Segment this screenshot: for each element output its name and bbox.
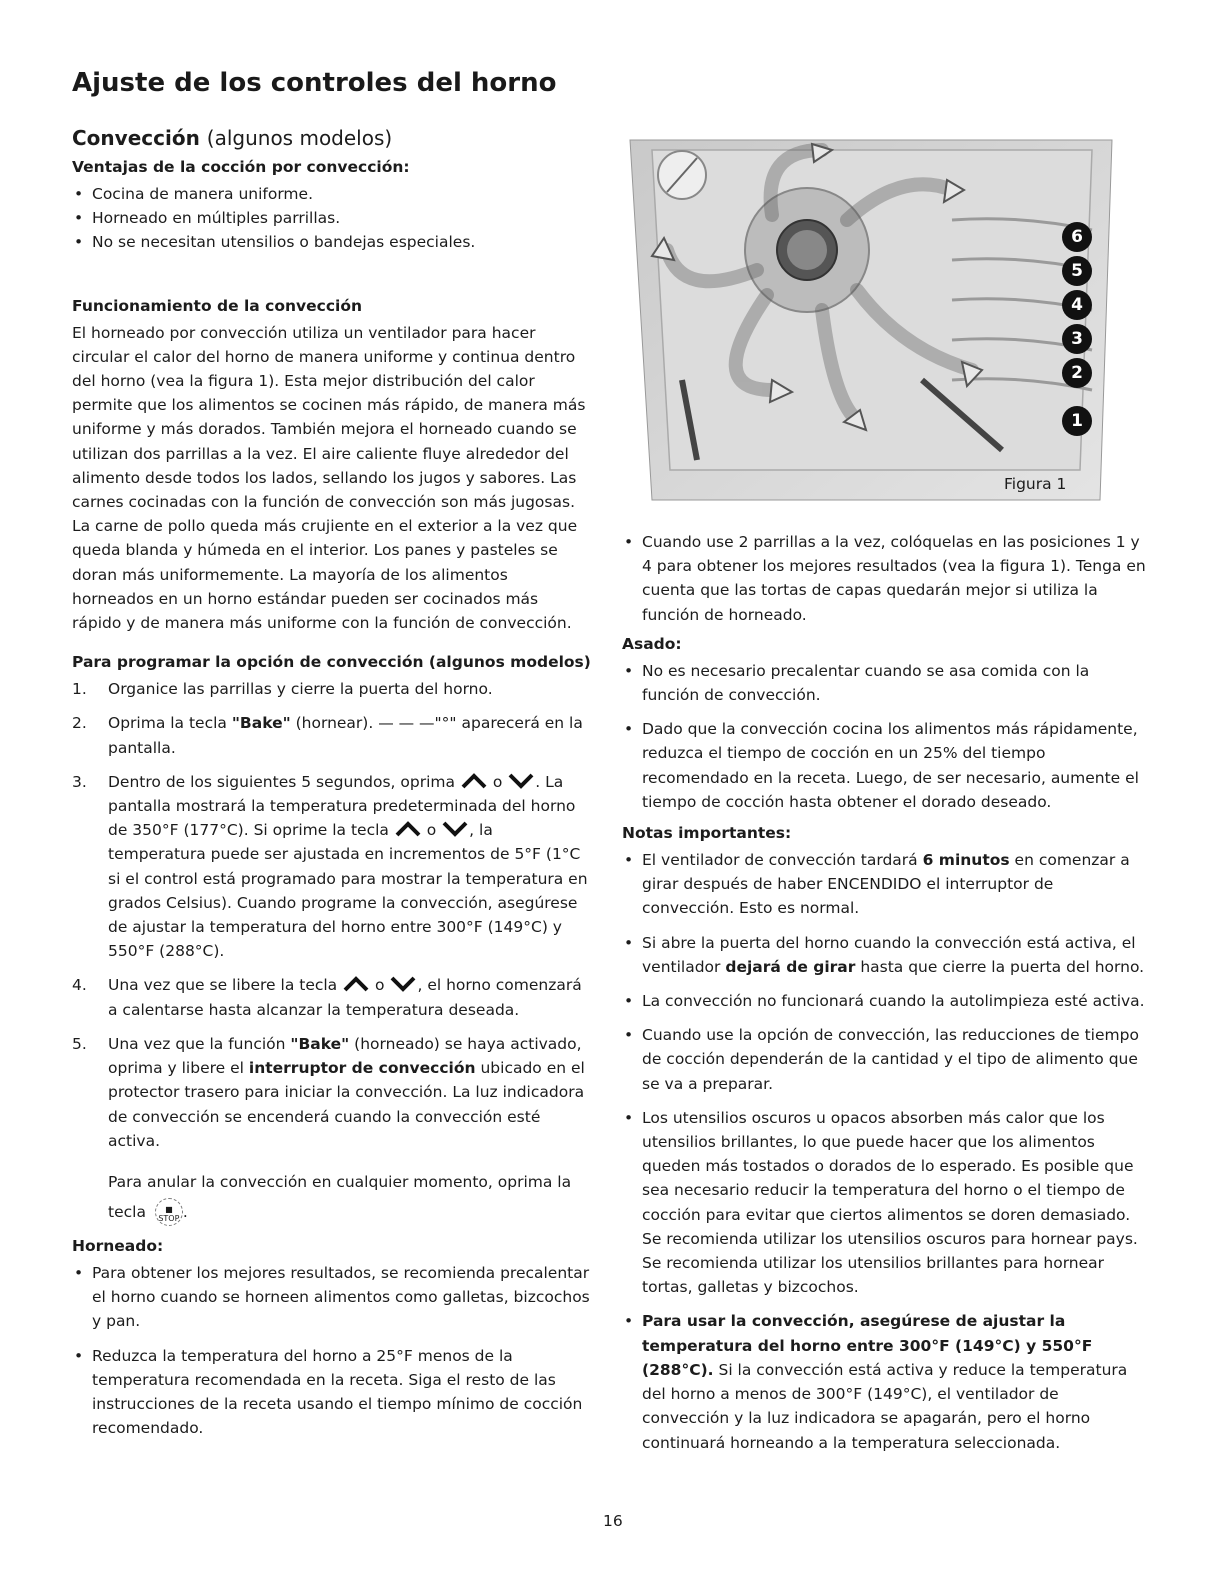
note-emphasis: dejará de girar	[725, 957, 856, 976]
page-title: Ajuste de los controles del horno	[72, 68, 557, 98]
cancel-text: Para anular la convección en cualquier momento, oprima la tecla	[108, 1172, 572, 1221]
step-number: 2.	[72, 714, 87, 733]
rack-position-1-badge: 1	[1062, 406, 1092, 436]
list-item: • No se necesitan utensilios o bandejas especiales.	[72, 230, 592, 254]
step-text: (hornear). — — —"°" aparecerá en la pantalla.	[108, 714, 583, 757]
step-text: Una vez que la función	[108, 1034, 291, 1053]
step-text: o	[370, 976, 390, 995]
step-number: 4.	[72, 976, 87, 995]
list-item: • Cocina de manera uniforme.	[72, 182, 592, 206]
bake-key-label: "Bake"	[290, 1034, 350, 1053]
oven-convection-illustration	[622, 130, 1134, 520]
list-item: • La convección no funcionará cuando la autolimpieza esté activa.	[622, 989, 1150, 1013]
step-number: 3.	[72, 772, 87, 791]
list-item: • Cuando use 2 parrillas a la vez, colóquelas en las posiciones 1 y 4 para obtener los mejores resultados (vea la figura 1). Tenga en cuenta que las tortas de capas quedarán mejor si utiliza la función de horneado.	[622, 530, 1150, 627]
left-column	[72, 126, 592, 1450]
cancel-text-end: .	[182, 1202, 188, 1221]
figure-caption: Figura 1	[1004, 475, 1067, 493]
program-heading: Para programar la opción de convección (algunos modelos)	[72, 653, 591, 672]
bake-key-label: "Bake"	[231, 714, 291, 733]
right-column	[622, 130, 1150, 1465]
step-text: . La pantalla mostrará la temperatura predeterminada del horno de 350°F (177°C). Si oprime la tecla	[108, 772, 576, 840]
section-title-main: Convección	[72, 126, 200, 150]
list-item: • Cuando use la opción de convección, las reducciones de tiempo de cocción dependerán de la cantidad y el tipo de alimento que se va a preparar.	[622, 1023, 1150, 1096]
page-number: 16	[603, 1512, 623, 1530]
list-item	[622, 848, 1150, 921]
roasting-list	[622, 659, 1150, 814]
note-text: hasta que cierre la puerta del horno.	[855, 957, 1145, 976]
baking-list	[72, 1261, 592, 1440]
section-title	[72, 126, 592, 150]
step-number: 1.	[72, 680, 87, 699]
step-number: 5.	[72, 1034, 87, 1053]
step-5	[72, 1032, 592, 1227]
step-text: Oprima la tecla	[108, 714, 232, 733]
step-3	[72, 770, 592, 964]
list-item: • Los utensilios oscuros u opacos absorben más calor que los utensilios brillantes, lo que puede hacer que los alimentos queden más tostados o dorados de lo esperado. Es posible que sea necesario reducir la temperatura del horno o el tiempo de cocción para evitar que ciertos alimentos se doren demasiado. Se recomienda utilizar los utensilios oscuros para hornear pays. Se recomienda utilizar los utensilios brillantes para hornear tortas, galletas y bizcochos.	[622, 1106, 1150, 1300]
step-text: , la temperatura puede ser ajustada en incrementos de 5°F (1°C si el control está programado para mostrar la temperatura en grados Celsius). Cuando programe la convección, asegúrese de ajustar la temperatura del horno entre 300°F (149°C) y 550°F (288°C).	[108, 821, 588, 961]
baking-heading: Horneado:	[72, 1236, 164, 1255]
up-arrow-icon	[342, 976, 370, 992]
step-text: ubicado en el protector trasero para iniciar la convección. La luz indicadora de convección se encenderá cuando la convección esté activa.	[108, 1059, 585, 1150]
step-text: , el horno comenzará a calentarse hasta alcanzar la temperatura deseada.	[108, 976, 582, 1019]
step-1	[72, 677, 592, 701]
down-arrow-icon	[441, 821, 469, 837]
stop-key-label: STOP	[158, 1214, 180, 1224]
operation-text: El horneado por convección utiliza un ventilador para hacer circular el calor del horno de manera uniforme y continua dentro del horno (vea la figura 1). Esta mejor distribución del calor permite que los alimentos se cocinen más rápido, de manera más uniforme y más dorados. También mejora el horneado cuando se utilizan dos parrillas a la vez. El aire caliente fluye alrededor del alimento desde todos los lados, sellando los jugos y sabores. Las carnes cocinadas con la función de convección son más jugosas. La carne de pollo queda más crujiente en el exterior a la vez que queda blanda y húmeda en el interior. Los panes y pasteles se doran más uniformemente. La mayoría de los alimentos horneados en un horno estándar pueden ser cocinados más rápido y de manera más uniforme con la función de convección.	[72, 323, 586, 633]
advantages-heading: Ventajas de la cocción por convección:	[72, 158, 410, 176]
convection-figure	[622, 130, 1134, 520]
rack-position-6-badge: 6	[1062, 222, 1092, 252]
step-text: Organice las parrillas y cierre la puerta del horno.	[108, 680, 493, 699]
notes-list	[622, 848, 1150, 1455]
baking-continued-list	[622, 530, 1150, 627]
list-item: • Dado que la convección cocina los alimentos más rápidamente, reduzca el tiempo de cocción en un 25% del tiempo recomendado en la receta. Luego, de ser necesario, aumente el tiempo de cocción hasta obtener el dorado deseado.	[622, 717, 1150, 814]
up-arrow-icon	[394, 821, 422, 837]
note-emphasis: Para usar la convección, asegúrese de ajustar la temperatura del horno entre 300°F (149°C) y 550°F (288°C).	[642, 1312, 1093, 1379]
rack-position-3-badge: 3	[1062, 324, 1092, 354]
step-text: Una vez que se libere la tecla	[108, 976, 343, 995]
note-text: en comenzar a girar después de haber ENCENDIDO el interruptor de convección. Esto es normal.	[642, 851, 1130, 918]
step-text: (horneado) se haya activado, oprima y libere el	[108, 1034, 582, 1078]
list-item	[622, 1309, 1150, 1454]
rack-position-2-badge: 2	[1062, 358, 1092, 388]
note-text: Si la convección está activa y reduce la temperatura del horno a menos de 300°F (149°C), el ventilador de convección y la luz indicadora se apagarán, pero el horno continuará horneando a la temperatura seleccionada.	[642, 1360, 1128, 1452]
down-arrow-icon	[389, 976, 417, 992]
list-item: • No es necesario precalentar cuando se asa comida con la función de convección.	[622, 659, 1150, 707]
notes-heading: Notas importantes:	[622, 824, 792, 843]
operation-heading: Funcionamiento de la convección	[72, 296, 363, 315]
rack-position-5-badge: 5	[1062, 256, 1092, 286]
down-arrow-icon	[507, 773, 535, 789]
section-title-note: (algunos modelos)	[206, 126, 393, 150]
list-item	[622, 931, 1150, 979]
list-item: • Para obtener los mejores resultados, se recomienda precalentar el horno cuando se horneen alimentos como galletas, bizcochos y pan.	[72, 1261, 592, 1334]
convection-switch-label: interruptor de convección	[248, 1059, 476, 1078]
advantages-list	[72, 182, 592, 255]
step-2	[72, 711, 592, 759]
cancel-instruction	[108, 1167, 592, 1227]
list-item: • Reduzca la temperatura del horno a 25°F menos de la temperatura recomendada en la receta. Siga el resto de las instrucciones de la receta usando el tiempo mínimo de cocción recomendado.	[72, 1344, 592, 1441]
step-text: o	[421, 821, 442, 840]
roasting-heading: Asado:	[622, 634, 682, 653]
up-arrow-icon	[460, 773, 488, 789]
list-item: • Horneado en múltiples parrillas.	[72, 206, 592, 230]
rack-position-4-badge: 4	[1062, 290, 1092, 320]
step-text: Dentro de los siguientes 5 segundos, oprima	[108, 772, 460, 791]
note-emphasis: 6 minutos	[922, 851, 1010, 870]
stop-key-icon: ■ STOP	[155, 1198, 183, 1226]
step-4	[72, 973, 592, 1021]
step-text: o	[487, 772, 508, 791]
program-steps	[72, 677, 592, 1227]
note-text: El ventilador de convección tardará	[642, 851, 923, 870]
note-text: Si abre la puerta del horno cuando la convección está activa, el ventilador	[642, 933, 1136, 976]
